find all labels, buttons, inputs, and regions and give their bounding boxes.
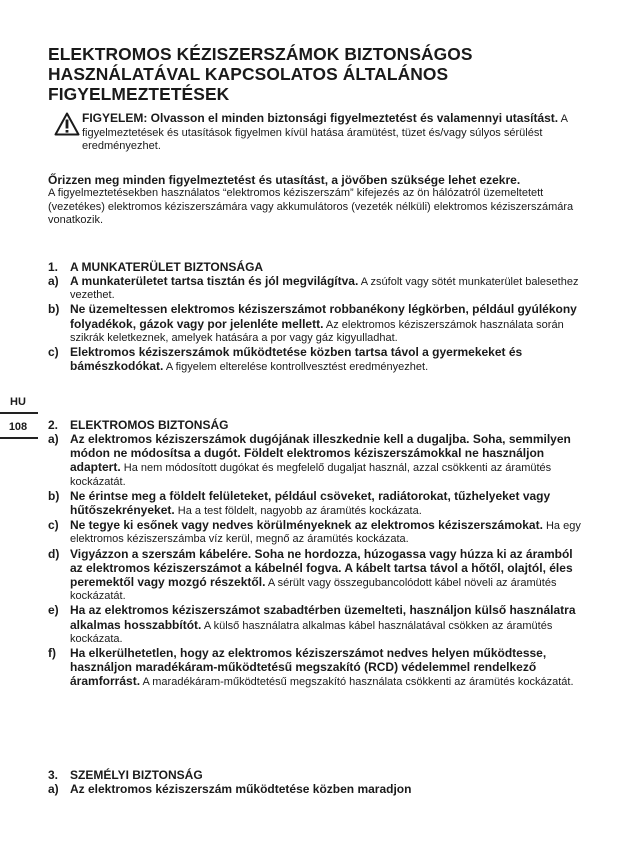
keep-body: A figyelmeztetésekben használatos “elektromos kéziszerszám” kifejezés az ön hálózatról üzemeltetett (vezetékes) elektromos kéziszerszámára vagy akkumulátoros (vezeték nélküli) elektromos kéziszerszámára vonatkozik. <box>48 187 574 226</box>
item-text: Az elektromos kéziszerszámok használata során szikrák keletkeznek, amelyek hatására a por vagy gáz kigyulladhat. <box>70 318 564 344</box>
list-item <box>48 346 583 374</box>
page-number: 108 <box>8 421 28 433</box>
section-title: A MUNKATERÜLET BIZTONSÁGA <box>70 260 264 274</box>
item-text: Ha a test földelt, nagyobb az áramütés kockázata. <box>174 505 422 518</box>
warning-text <box>82 112 583 154</box>
item-bold: Ha elkerülhetetlen, hogy az elektromos kéziszerszámot nedves helyen működtesse, használjon maradékáram-működtetésű megszakító (RCD) védelemmel rendelkező áramforrást. <box>70 646 547 689</box>
list-item <box>48 303 583 345</box>
section-title: ELEKTROMOS BIZTONSÁG <box>70 418 229 432</box>
list-item <box>48 519 583 546</box>
item-label: d) <box>48 546 60 561</box>
list-item <box>48 490 583 518</box>
item-label: a) <box>48 782 59 796</box>
item-label: a) <box>48 274 59 288</box>
item-label: c) <box>48 345 59 360</box>
item-text: Ha nem módosított dugókat és megfelelő dugaljat használ, azzal csökkenti az áramütés kockázatát. <box>70 462 552 488</box>
warning-triangle-icon <box>54 112 80 136</box>
warning-body: A figyelmeztetések és utasítások figyelmen kívül hatása áramütést, tüzet és/vagy súlyos sérülést eredményezhet. <box>82 113 568 153</box>
list-item <box>48 548 583 604</box>
list-item <box>48 604 583 646</box>
section-heading <box>48 260 583 274</box>
item-text: A maradékáram-működtetésű megszakító használata csökkenti az áramütés kockázatát. <box>140 676 574 689</box>
list-item <box>48 783 583 797</box>
item-label: e) <box>48 603 59 618</box>
section-heading <box>48 768 583 782</box>
item-text: A sérült vagy összegubancolódott kábel növeli az áramütés kockázatát. <box>70 577 557 603</box>
item-bold: Ne érintse meg a földelt felületeket, például csöveket, radiátorokat, tűzhelyeket vagy hűtőszekrényeket. <box>70 488 551 518</box>
section-number: 3. <box>48 768 59 782</box>
divider <box>0 437 38 439</box>
item-bold: Vigyázzon a szerszám kábelére. Soha ne hordozza, húzogassa vagy húzza ki az áramból az elektromos kéziszerszámot a kábelnél fogva. A kábelt tartsa távol a hőtől, olajtól, éles peremektől vagy mozgó részektől. <box>70 546 573 590</box>
keep-bold: Őrizzen meg minden figyelmeztetést és utasítást, a jövőben szüksége lehet ezekre. <box>48 173 521 187</box>
item-label: a) <box>48 432 59 446</box>
item-label: b) <box>48 302 60 317</box>
section-3 <box>48 768 583 798</box>
section-number: 2. <box>48 418 59 432</box>
section-title: SZEMÉLYI BIZTONSÁG <box>70 768 203 782</box>
divider <box>0 412 38 414</box>
item-bold: Elektromos kéziszerszámok működtetése közben tartsa távol a gyermekeket és bámészkodókat. <box>70 345 523 374</box>
item-label: b) <box>48 488 60 503</box>
item-label: c) <box>48 518 59 533</box>
list-item <box>48 433 583 489</box>
item-text: A külső használatra alkalmas kábel használatával csökken az áramütés kockázata. <box>70 619 553 645</box>
item-bold: Ne tegye ki esőnek vagy nedves körülményeknek az elektromos kéziszerszámokat. <box>70 518 543 533</box>
item-bold: Ha az elektromos kéziszerszámot szabadtérben üzemelteti, használjon külső használatra alkalmas hosszabbítót. <box>70 603 576 632</box>
language-tab: HU <box>10 396 26 408</box>
list-item <box>48 647 583 690</box>
list-item <box>48 275 583 302</box>
item-bold: Ne üzemeltessen elektromos kéziszerszámot robbanékony légkörben, például gyúlékony folyadékok, gázok vagy por jelenléte mellett. <box>70 302 577 331</box>
section-2 <box>48 418 583 691</box>
section-1 <box>48 260 583 375</box>
item-text: A zsúfolt vagy sötét munkaterület balesethez vezethet. <box>70 276 579 302</box>
item-label: f) <box>48 646 56 661</box>
section-number: 1. <box>48 260 59 274</box>
item-bold: Az elektromos kéziszerszám működtetése közben maradjon <box>70 782 412 796</box>
item-text: Ha egy elektromos kéziszerszámba víz kerül, megnő az áramütés kockázata. <box>70 520 581 546</box>
item-text: A figyelem elterelése kontrollvesztést eredményezhet. <box>163 361 429 374</box>
section-heading <box>48 418 583 432</box>
item-bold: Az elektromos kéziszerszámok dugójának illeszkednie kell a dugaljba. Soha, semmilyen módon ne módosítsa a dugót. Földelt elektromos kéziszerszámokkal ne használjon adaptert. <box>70 432 571 475</box>
keep-instructions <box>48 173 583 228</box>
item-bold: A munkaterületet tartsa tisztán és jól megvilágítva. <box>70 274 359 288</box>
warning-bold: FIGYELEM: Olvasson el minden biztonsági figyelmeztetést és valamennyi utasítást. <box>82 111 559 125</box>
page-title: ELEKTROMOS KÉZISZERSZÁMOK BIZTONSÁGOS HASZNÁLATÁVAL KAPCSOLATOS ÁLTALÁNOS FIGYELMEZTETÉSEK <box>48 44 473 104</box>
warning-block <box>48 112 583 154</box>
